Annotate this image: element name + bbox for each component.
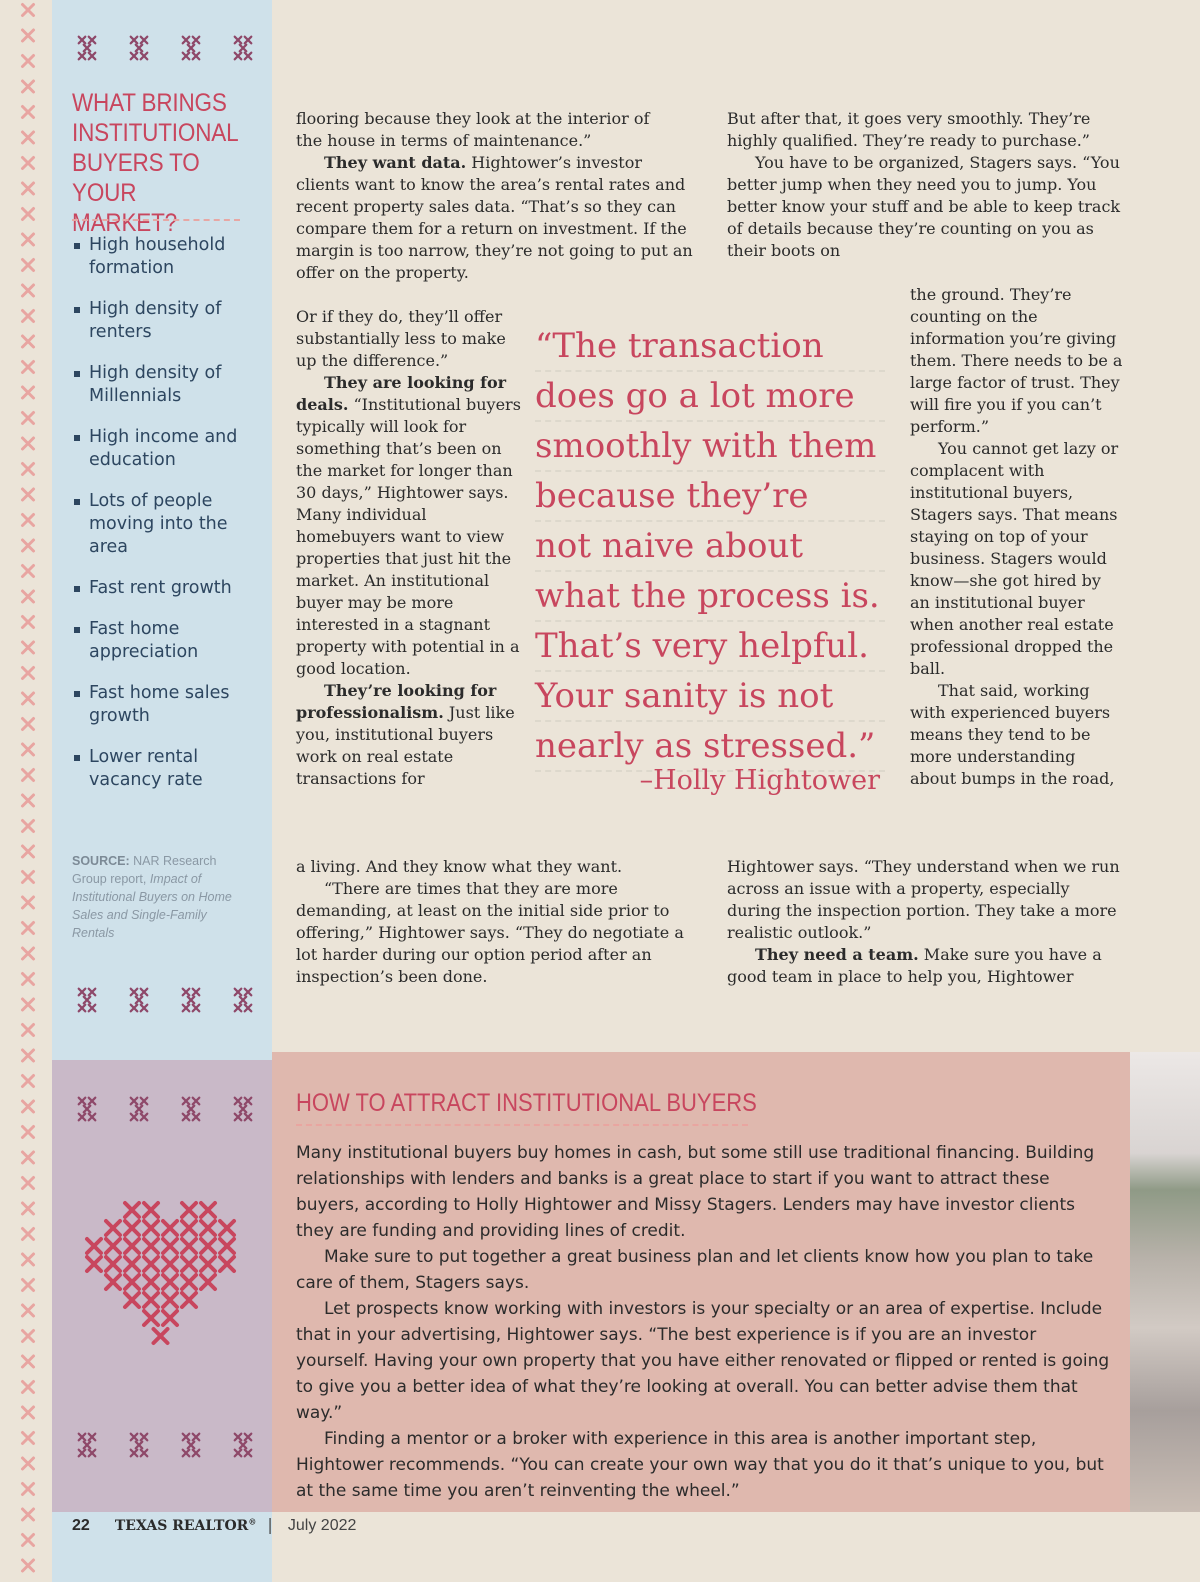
cross-stitch-x-icon [68, 983, 258, 1017]
callout-paragraph: Make sure to put together a great business plan and let clients know how you plan to take care of them, Stagers says. [296, 1247, 1094, 1293]
body-paragraph [296, 152, 696, 284]
body-paragraph [296, 372, 526, 680]
page-number: 22 [72, 1517, 90, 1534]
article-col3-narrow [910, 284, 1125, 790]
cross-stitch-x-icon [68, 1428, 258, 1462]
list-item: High income and education [72, 426, 262, 472]
body-paragraph [296, 680, 526, 790]
magazine-title: TEXAS REALTOR [114, 1518, 249, 1534]
list-item: Fast home appreciation [72, 618, 262, 664]
page-footer [72, 1515, 356, 1537]
pull-quote [535, 322, 885, 772]
paragraph-text: Make sure you have a good team in place to help you, Hightower [727, 945, 1102, 986]
quote-line: smoothly with them [535, 422, 885, 472]
footer-separator: | [267, 1515, 273, 1534]
body-paragraph: That said, working with experienced buyers means they tend to be more understanding about bumps in the road, [910, 681, 1115, 788]
list-item: High density of renters [72, 298, 262, 344]
issue-date: July 2022 [287, 1517, 357, 1534]
article-col3-top [727, 108, 1127, 262]
article-col1-top [296, 108, 696, 284]
body-paragraph: “There are times that they are more demanding, at least on the initial side prior to offering,” Hightower says. “They do negotiate a lot harder during our option period after an inspection’s been done. [296, 879, 684, 986]
body-paragraph: Hightower says. “They understand when we run across an issue with a property, especially during the inspection portion. They take a more realistic outlook.” [727, 857, 1120, 942]
body-line: flooring because they look at the interior of [296, 109, 650, 128]
body-line: the house in terms of maintenance.” [296, 131, 592, 150]
list-item: Fast home sales growth [72, 682, 262, 728]
list-item: Fast rent growth [72, 577, 262, 600]
source-text: NAR Research Group report, [72, 854, 217, 886]
sidebar-divider [72, 219, 240, 221]
article-col1-bottom [296, 856, 696, 988]
quote-line: nearly as stressed.” [535, 722, 885, 772]
body-paragraph: Or if they do, they’ll offer substantially less to make up the difference.” [296, 307, 506, 370]
source-title: Impact of Institutional Buyers on Home Sales and Single-Family Rentals [72, 872, 232, 940]
body-paragraph [727, 944, 1127, 988]
registered-mark: ® [248, 1516, 257, 1527]
subhead-team: They need a team. [755, 945, 919, 964]
article-col3-bottom [727, 856, 1127, 988]
callout-paragraph: Many institutional buyers buy homes in cash, but some still use traditional financing. Building relationships with lenders and banks is a great place to start if you want to attract these buyers, according to Holly Hightower and Missy Stagers. Lenders may have investor clients they are funding and providing lines of credit. [296, 1143, 1095, 1241]
paragraph-text: Just like you, institutional buyers work on real estate transactions for [296, 703, 515, 788]
quote-line: because they’re [535, 472, 885, 522]
subhead-data: They want data. [324, 153, 467, 172]
callout-paragraph: Let prospects know working with investors is your specialty or an area of expertise. Include that in your advertising, Hightower says. “The best experience is if you are an investor yourself. Having your own property that you have either renovated or flipped or rented is going to give you a better idea of what they’re looking at overall. You can better advise them that way.” [296, 1299, 1110, 1423]
source-label: SOURCE: [72, 854, 130, 868]
body-paragraph: You have to be organized, Stagers says. “You better jump when they need you to jump. You better know your stuff and be able to keep track of details because they’re counting on you as their boots on [727, 153, 1121, 260]
callout-title: HOW TO ATTRACT INSTITUTIONAL BUYERS [296, 1089, 757, 1117]
quote-line: Your sanity is not [535, 672, 885, 722]
quote-line: That’s very helpful. [535, 622, 885, 672]
list-item: Lots of people moving into the area [72, 490, 262, 559]
callout-paragraph: Finding a mentor or a broker with experience in this area is another important step, Hightower recommends. “You can create your own way that you do it that’s unique to you, but at the same time you aren’t reinventing the wheel.” [296, 1429, 1104, 1501]
paragraph-text: “Institutional buyers typically will look for something that’s been on the market for longer than 30 days,” Hightower says. Many individual homebuyers want to view properties that just hit the market. An institutional buyer may be more interested in a stagnant property with potential in a good location. [296, 395, 521, 678]
list-item: High density of Millennials [72, 362, 262, 408]
cross-stitch-heart-icon [80, 1196, 245, 1346]
callout-divider [296, 1124, 748, 1126]
body-paragraph: But after that, it goes very smoothly. They’re highly qualified. They’re ready to purchase.” [727, 109, 1091, 150]
stitch-border [0, 0, 46, 1582]
article-col1-narrow [296, 306, 526, 790]
body-paragraph: You cannot get lazy or complacent with institutional buyers, Stagers says. That means staying on top of your business. Stagers would know—she got hired by an institutional buyer when another real estate professional dropped the ball. [910, 439, 1119, 678]
quote-line: does go a lot more [535, 372, 885, 422]
sidebar-title: WHAT BRINGS INSTITUTIONAL BUYERS TO YOUR MARKET? [72, 89, 238, 237]
subhead-deals: They are looking for deals. [296, 373, 507, 414]
quote-line: “The transaction [535, 322, 885, 372]
photo-edge [1130, 1052, 1200, 1512]
source-note [72, 852, 247, 942]
quote-line: not naive about [535, 522, 885, 572]
magazine-name [115, 1518, 256, 1534]
subhead-professionalism: They’re looking for professionalism. [296, 681, 497, 722]
list-item: Lower rental vacancy rate [72, 746, 262, 792]
paragraph-text: Hightower’s investor clients want to know the area’s rental rates and recent property sales data. “That’s so they can compare them for a return on investment. If the margin is too narrow, they’re not going to put an offer on the property. [296, 153, 693, 282]
cross-stitch-x-icon [68, 1092, 258, 1126]
list-item: High household formation [72, 234, 262, 280]
callout-body [296, 1140, 1111, 1504]
sidebar-list [72, 234, 262, 810]
body-line: a living. And they know what they want. [296, 857, 623, 876]
cross-stitch-x-icon [68, 31, 258, 65]
quote-line: what the process is. [535, 572, 885, 622]
body-paragraph: the ground. They’re counting on the information you’re giving them. There needs to be a large factor of trust. They will fire you if you can’t perform.” [910, 285, 1123, 436]
quote-attribution: –Holly Hightower [639, 765, 880, 796]
